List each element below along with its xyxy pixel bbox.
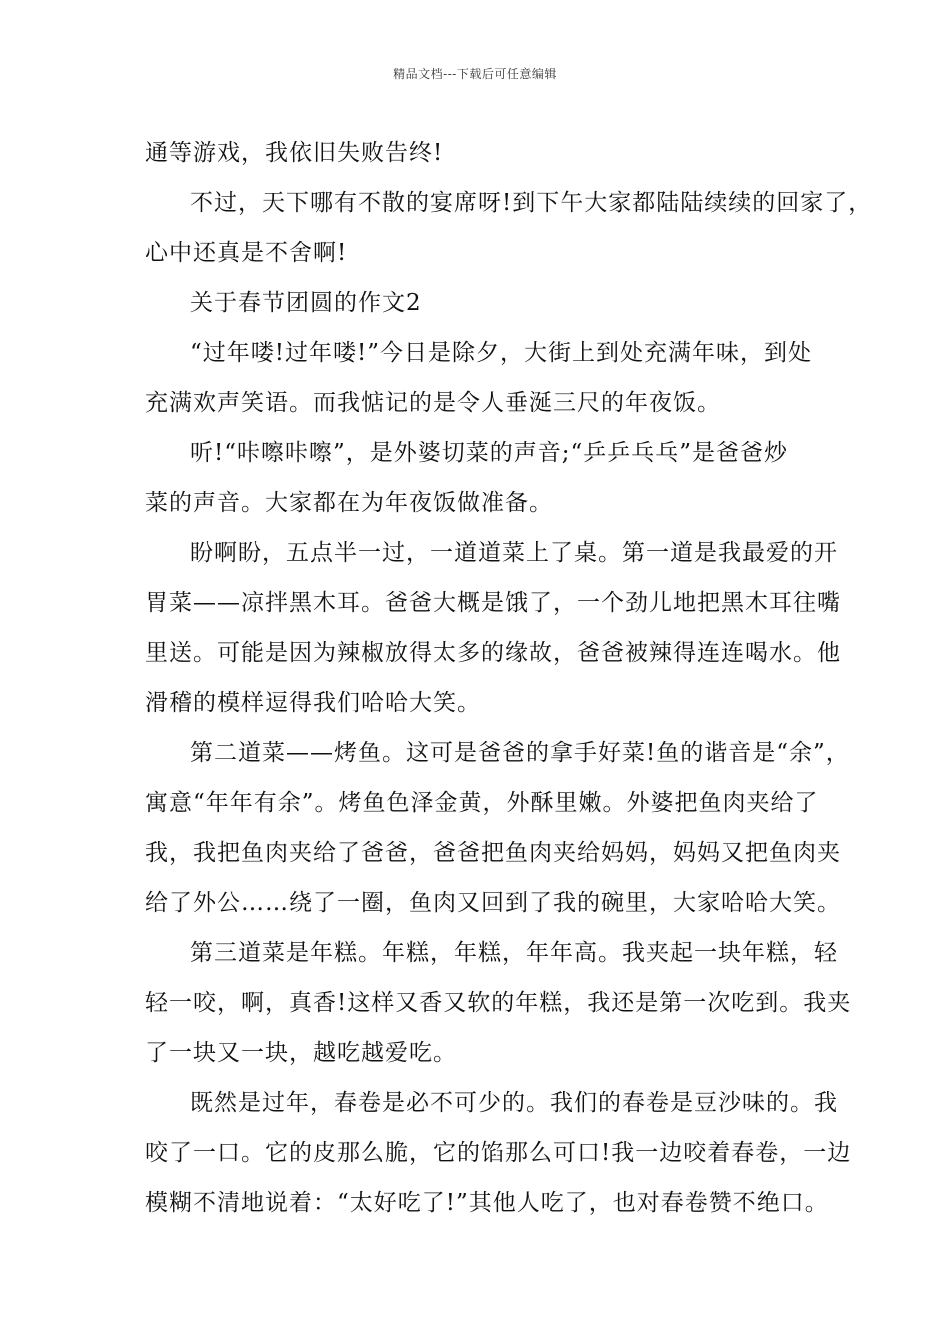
text-line: 了一块又一块，越吃越爱吃。 — [145, 1040, 457, 1066]
text-line: 菜的声音。大家都在为年夜饭做准备。 — [145, 490, 553, 516]
text-line: 滑稽的模样逗得我们哈哈大笑。 — [145, 690, 481, 716]
text-line: 模糊不清地说着：“太好吃了!”其他人吃了，也对春卷赞不绝口。 — [145, 1190, 829, 1216]
page-header: 精品文档---下载后可任意编辑 — [393, 67, 557, 81]
section-title: 关于春节团圆的作文2 — [190, 290, 422, 316]
text-line: 既然是过年，春卷是必不可少的。我们的春卷是豆沙味的。我 — [190, 1090, 838, 1116]
text-line: 第二道菜——烤鱼。这可是爸爸的拿手好菜!鱼的谐音是“余”， — [190, 740, 850, 766]
text-line: 里送。可能是因为辣椒放得太多的缘故，爸爸被辣得连连喝水。他 — [145, 640, 841, 666]
text-line: 寓意“年年有余”。烤鱼色泽金黄，外酥里嫩。外婆把鱼肉夹给了 — [145, 790, 819, 816]
body-text — [145, 128, 873, 1228]
text-line: 心中还真是不舍啊! — [145, 240, 348, 266]
text-line: 我，我把鱼肉夹给了爸爸，爸爸把鱼肉夹给妈妈，妈妈又把鱼肉夹 — [145, 840, 841, 866]
text-line: 轻一咬，啊，真香!这样又香又软的年糕，我还是第一次吃到。我夹 — [145, 990, 852, 1016]
text-line: 充满欢声笑语。而我惦记的是令人垂涎三尺的年夜饭。 — [145, 390, 721, 416]
text-line: 第三道菜是年糕。年糕，年糕，年年高。我夹起一块年糕，轻 — [190, 940, 838, 966]
text-line: 盼啊盼，五点半一过，一道道菜上了桌。第一道是我最爱的开 — [190, 540, 838, 566]
text-line: 不过，天下哪有不散的宴席呀!到下午大家都陆陆续续的回家了， — [190, 190, 873, 216]
text-line: 咬了一口。它的皮那么脆，它的馅那么可口!我一边咬着春卷，一边 — [145, 1140, 852, 1166]
text-line: 胃菜——凉拌黑木耳。爸爸大概是饿了，一个劲儿地把黑木耳往嘴 — [145, 590, 841, 616]
text-line: “过年喽!过年喽!”今日是除夕，大街上到处充满年味，到处 — [190, 340, 813, 366]
text-line: 给了外公……绕了一圈，鱼肉又回到了我的碗里，大家哈哈大笑。 — [145, 890, 841, 916]
text-line: 通等游戏，我依旧失败告终! — [145, 140, 444, 166]
text-line: 听!“咔嚓咔嚓”，是外婆切菜的声音;“乒乒乓乓”是爸爸炒 — [190, 440, 789, 466]
